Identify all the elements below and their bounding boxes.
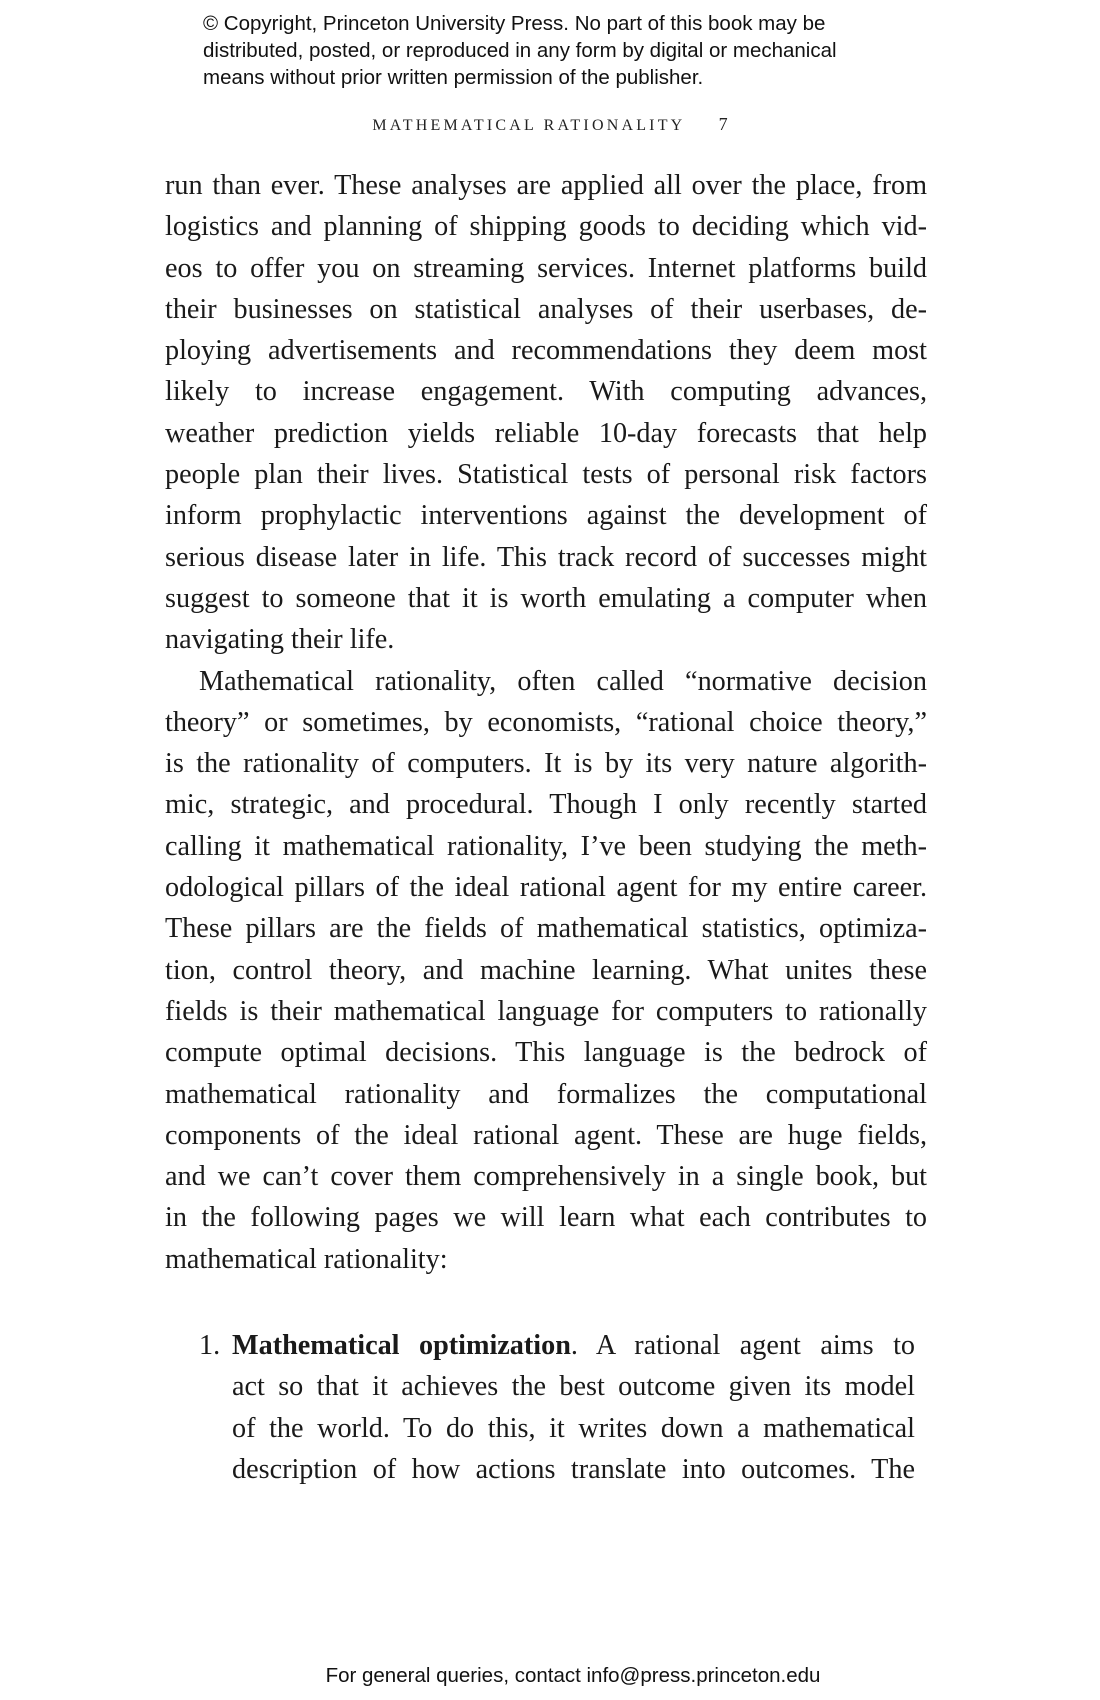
copyright-notice — [203, 10, 923, 91]
copyright-line: © Copyright, Princeton University Press. No part of this book may be — [203, 12, 826, 35]
text-line: serious disease later in life. This track record of successes might — [165, 541, 927, 573]
text-line: mathematical rationality and formalizes the computational — [165, 1078, 927, 1110]
text-line: navigating their life. — [165, 624, 395, 656]
list-item-body — [232, 1325, 915, 1490]
text-line: likely to increase engagement. With computing advances, — [165, 376, 927, 408]
page-number: 7 — [718, 114, 728, 134]
text-line: weather prediction yields reliable 10-day forecasts that help — [165, 417, 927, 449]
text-line: components of the ideal rational agent. These are huge fields, — [165, 1119, 927, 1151]
paragraph — [165, 165, 927, 661]
text-line: fields is their mathematical language for computers to rationally — [165, 995, 927, 1027]
text-line: people plan their lives. Statistical tests of personal risk factors — [165, 459, 927, 491]
text-line: act so that it achieves the best outcome given its model — [232, 1371, 915, 1403]
text-line: Mathematical rationality, often called “normative decision — [199, 665, 927, 697]
text-line: of the world. To do this, it writes down a mathematical — [232, 1412, 915, 1444]
text-line: mic, strategic, and procedural. Though I only recently started — [165, 789, 927, 821]
text-line — [232, 1325, 915, 1366]
list-item-term: Mathematical optimization — [232, 1330, 571, 1361]
text-line: in the following pages we will learn what each contributes to — [165, 1202, 927, 1234]
text-line: calling it mathematical rationality, I’ve been studying the meth- — [165, 830, 927, 862]
list-item-number: 1. — [199, 1330, 221, 1361]
text-line: is the rationality of computers. It is by its very nature algorith- — [165, 748, 927, 780]
running-head — [0, 114, 1100, 135]
text-line: their businesses on statistical analyses of their userbases, de- — [165, 293, 927, 325]
text-line: compute optimal decisions. This language is the bedrock of — [165, 1037, 927, 1069]
text-line: ploying advertisements and recommendations they deem most — [165, 335, 927, 367]
text-line: description of how actions translate into outcomes. The — [232, 1453, 915, 1485]
copyright-line: distributed, posted, or reproduced in any form by digital or mechanical — [203, 39, 837, 62]
text-line: odological pillars of the ideal rational agent for my entire career. — [165, 872, 927, 904]
running-head-title: MATHEMATICAL RATIONALITY — [372, 117, 686, 134]
text-line: suggest to someone that it is worth emulating a computer when — [165, 582, 927, 614]
text-line: tion, control theory, and machine learning. What unites these — [165, 954, 927, 986]
text-line: These pillars are the fields of mathematical statistics, optimiza- — [165, 913, 927, 945]
text-line: logistics and planning of shipping goods to deciding which vid- — [165, 211, 927, 243]
text-line: inform prophylactic interventions against the development of — [165, 500, 927, 532]
paragraph — [165, 661, 927, 1280]
body-text — [165, 165, 927, 1280]
numbered-list — [165, 1325, 927, 1490]
text-line: theory” or sometimes, by economists, “rational choice theory,” — [165, 706, 927, 738]
footer-contact: For general queries, contact info@press.princeton.edu — [325, 1664, 821, 1687]
list-item-text: . A rational agent aims to — [570, 1330, 915, 1361]
text-line: mathematical rationality: — [165, 1243, 448, 1275]
text-line: run than ever. These analyses are applied all over the place, from — [165, 170, 927, 201]
copyright-line: means without prior written permission of the publisher. — [203, 66, 704, 89]
text-line: and we can’t cover them comprehensively in a single book, but — [165, 1161, 927, 1193]
text-line: eos to offer you on streaming services. Internet platforms build — [165, 252, 927, 284]
list-item — [165, 1325, 927, 1490]
